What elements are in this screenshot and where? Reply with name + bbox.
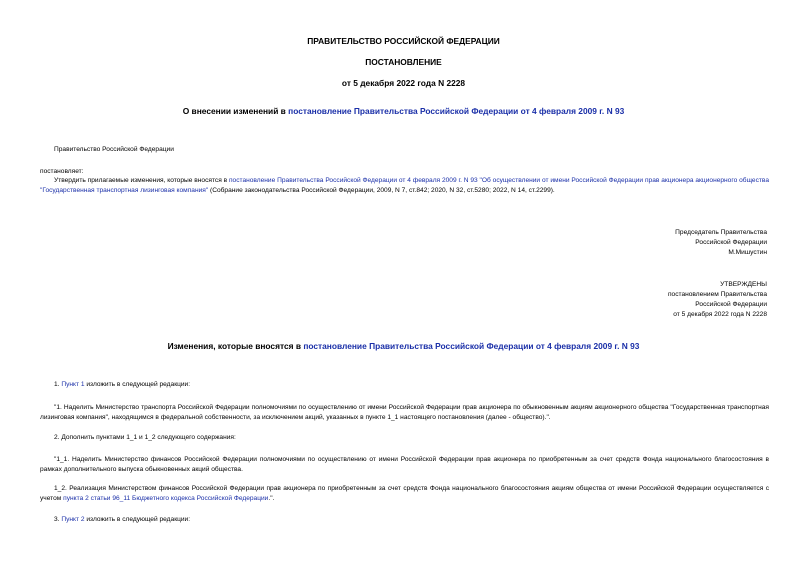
signature-block	[675, 228, 767, 258]
item3-suffix: изложить в следующей редакции:	[84, 516, 191, 523]
item2-q2-prefix: 1_2. Реализация Министерством финансов Российской Федерации прав акционера по приобретенным за счет средств Фонда национального благосостояния акциям общества от имени Российской Федерации осуществляется с учетом	[40, 485, 769, 502]
changes-title	[0, 341, 807, 351]
approved-line-1: УТВЕРЖДЕНЫ	[720, 281, 767, 288]
resolution-title	[0, 106, 807, 116]
resolution-title-prefix: О внесении изменений в	[182, 106, 289, 116]
government-name: Правительство Российской Федерации	[54, 146, 174, 153]
approved-block	[668, 280, 767, 320]
decision-prefix: Утвердить прилагаемые изменения, которые вносятся в	[54, 177, 229, 184]
signature-line-3: М.Мишустин	[728, 249, 767, 256]
approved-line-3: Российской Федерации	[695, 301, 767, 308]
approved-line-4: от 5 декабря 2022 года N 2228	[673, 311, 767, 318]
decision-paragraph	[40, 176, 769, 196]
item3-link[interactable]: Пункт 2	[61, 516, 85, 523]
decides-text: постановляет:	[40, 168, 84, 175]
date-number-heading: от 5 декабря 2022 года N 2228	[341, 78, 466, 88]
item1-link[interactable]: Пункт 1	[61, 381, 85, 388]
item1-quote: "1. Наделить Министерство транспорта Российской Федерации полномочиями по осуществлению от имени Российской Федерации прав акционера по обыкновенным акциям акционерного общества "Государственная транспортная лизинговая компания", находящимся в федеральной собственности, за исключением акций, указанных в пункте 1_1 настоящего постановления (далее - общество).".	[40, 404, 769, 421]
item3-prefix: 3.	[54, 516, 62, 523]
government-heading: ПРАВИТЕЛЬСТВО РОССИЙСКОЙ ФЕДЕРАЦИИ	[307, 36, 500, 46]
decision-link[interactable]: постановление Правительства Российской Федерации от 4 февраля 2009 г. N 93 "Об осуществлении от имени Российской Федерации прав акционера акционерного общества "Государственная транспортная лизинговая компания"	[40, 177, 769, 194]
item2-quote-1: "1_1. Наделить Министерство финансов Российской Федерации полномочиями по осуществлению от имени Российской Федерации прав акционера по приобретенным за счет средств Фонда национального благосостояния в рамках дополнительного выпуска обыкновенных акций общества.	[40, 456, 769, 473]
change-item-1	[54, 380, 190, 389]
item2-q2-suffix: .".	[268, 495, 275, 502]
resolution-title-link[interactable]: постановление Правительства Российской Федерации от 4 февраля 2009 г. N 93	[288, 106, 625, 116]
doc-type-heading: ПОСТАНОВЛЕНИЕ	[365, 57, 442, 67]
decision-suffix: (Собрание законодательства Российской Федерации, 2009, N 7, ст.842; 2020, N 32, ст.5280; 2022, N 14, ст.2299).	[208, 187, 555, 194]
approved-line-2: постановлением Правительства	[667, 291, 767, 298]
signature-line-2: Российской Федерации	[695, 239, 767, 246]
item1-suffix: изложить в следующей редакции:	[84, 381, 191, 388]
item1-prefix: 1.	[54, 381, 62, 388]
changes-title-link[interactable]: постановление Правительства Российской Федерации от 4 февраля 2009 г. N 93	[303, 341, 640, 351]
change-item-3	[54, 515, 190, 524]
change-item-2: 2. Дополнить пунктами 1_1 и 1_2 следующего содержания:	[54, 434, 236, 441]
signature-line-1: Председатель Правительства	[675, 229, 767, 236]
item2-q2-link[interactable]: пункта 2 статьи 96_11 Бюджетного кодекса Российской Федерации	[63, 495, 269, 502]
changes-title-prefix: Изменения, которые вносятся в	[167, 341, 304, 351]
item2-quote-2	[40, 484, 769, 504]
